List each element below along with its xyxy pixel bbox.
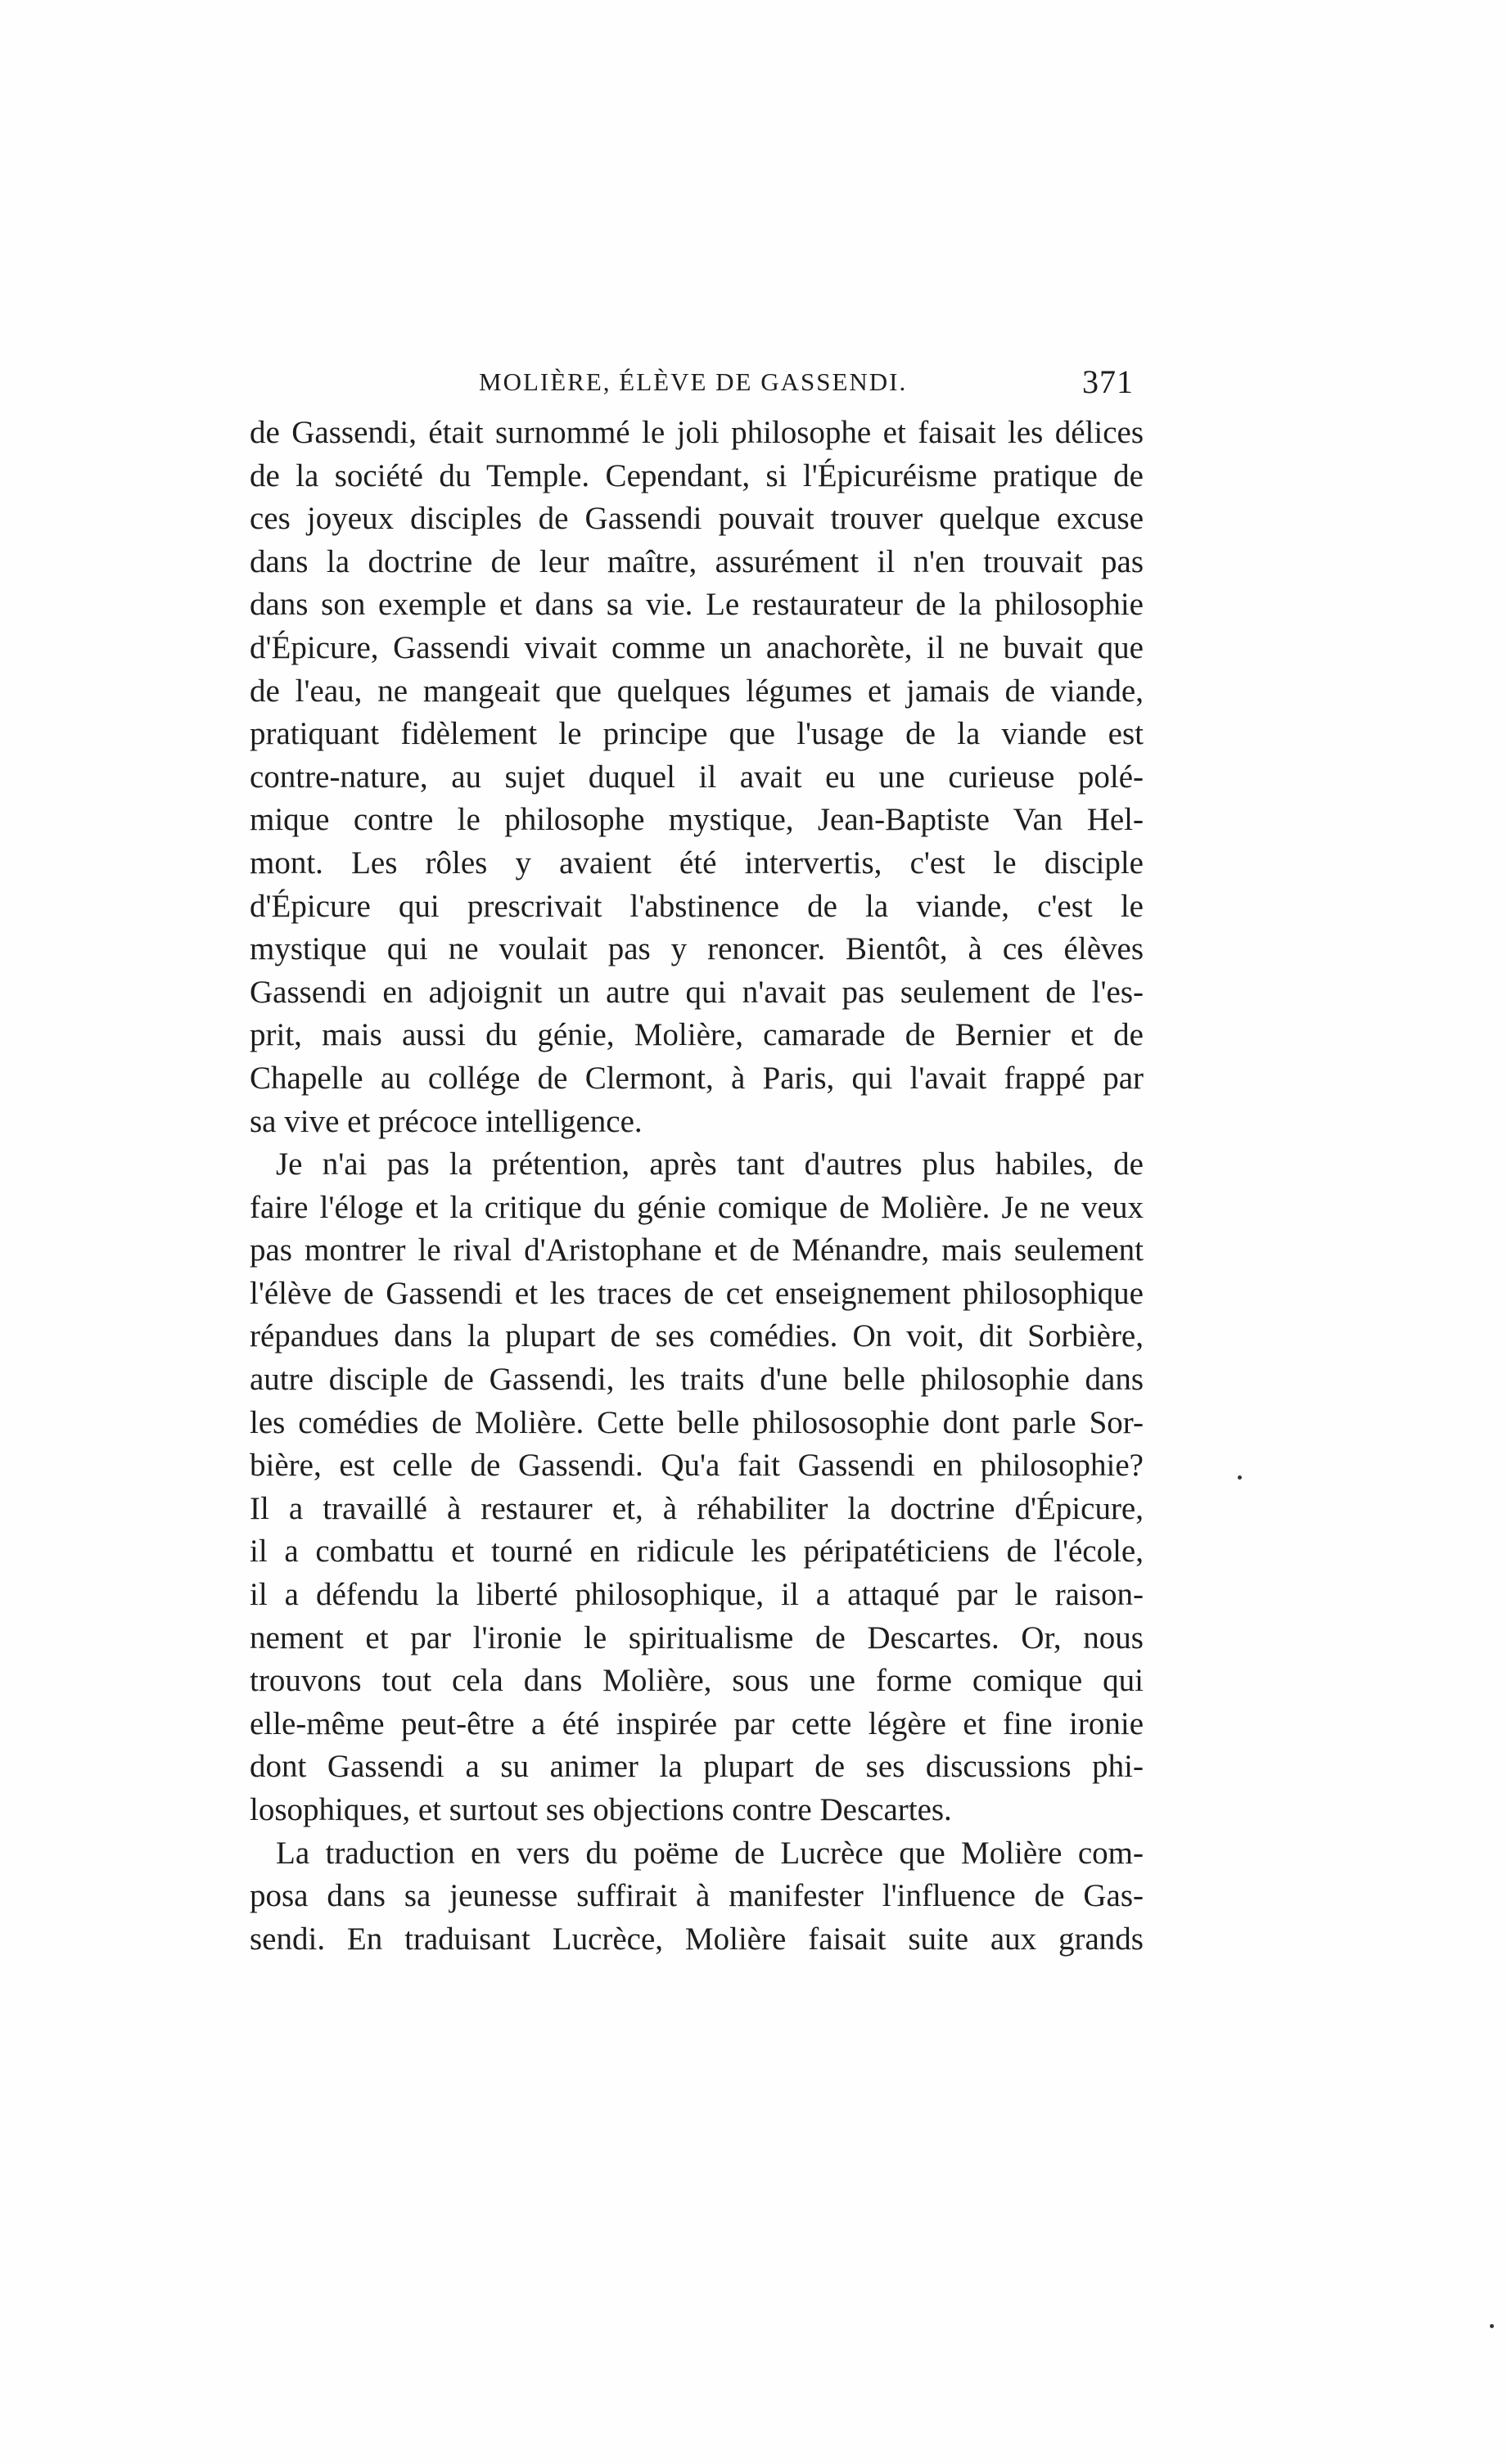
text-line: bière, est celle de Gassendi. Qu'a fait Gassendi en philosophie? <box>250 1448 1144 1484</box>
body-text <box>250 412 1144 1961</box>
text-line: posa dans sa jeunesse suffirait à manifester l'influence de Gas- <box>250 1878 1144 1914</box>
text-line: trouvons tout cela dans Molière, sous une forme comique qui <box>250 1663 1144 1699</box>
text-line: La traduction en vers du poëme de Lucrèce que Molière com- <box>276 1835 1144 1871</box>
paragraph-1 <box>250 412 1144 1143</box>
text-line: de l'eau, ne mangeait que quelques légumes et jamais de viande, <box>250 673 1144 709</box>
text-line: elle-même peut-être a été inspirée par cette légère et fine ironie <box>250 1705 1144 1741</box>
paragraph-3 <box>250 1832 1144 1962</box>
text-line: de Gassendi, était surnommé le joli philosophe et faisait les délices <box>250 415 1144 450</box>
text-line: contre-nature, au sujet duquel il avait eu une curieuse polé- <box>250 759 1144 795</box>
text-line: faire l'éloge et la critique du génie comique de Molière. Je ne veux <box>250 1189 1144 1225</box>
text-line: nement et par l'ironie le spiritualisme de Descartes. Or, nous <box>250 1619 1144 1655</box>
running-title: MOLIÈRE, ÉLÈVE DE GASSENDI. <box>479 367 908 396</box>
text-line: de la société du Temple. Cependant, si l'Épicuréisme pratique de <box>250 457 1144 493</box>
text-line: prit, mais aussi du génie, Molière, camarade de Bernier et de <box>250 1017 1144 1053</box>
text-line: pas montrer le rival d'Aristophane et de Ménandre, mais seulement <box>250 1232 1144 1268</box>
text-line: mique contre le philosophe mystique, Jean-Baptiste Van Hel- <box>250 802 1144 838</box>
text-line: il a défendu la liberté philosophique, il a attaqué par le raison- <box>250 1577 1144 1613</box>
text-line: dont Gassendi a su animer la plupart de ses discussions phi- <box>250 1749 1144 1785</box>
scan-speck <box>1238 1475 1242 1480</box>
text-line: d'Épicure, Gassendi vivait comme un anachorète, il ne buvait que <box>250 629 1144 665</box>
text-line: mont. Les rôles y avaient été intervertis, c'est le disciple <box>250 845 1144 881</box>
running-head <box>479 360 1134 404</box>
text-line: dans son exemple et dans sa vie. Le restaurateur de la philosophie <box>250 587 1144 623</box>
text-line: Il a travaillé à restaurer et, à réhabiliter la doctrine d'Épicure, <box>250 1490 1144 1526</box>
text-line: ces joyeux disciples de Gassendi pouvait trouver quelque excuse <box>250 501 1144 537</box>
text-line: sa vive et précoce intelligence. <box>250 1103 643 1139</box>
text-line: Je n'ai pas la prétention, après tant d'autres plus habiles, de <box>276 1146 1144 1182</box>
text-line: répandues dans la plupart de ses comédies. On voit, dit Sorbière, <box>250 1318 1144 1354</box>
text-line: mystique qui ne voulait pas y renoncer. Bientôt, à ces élèves <box>250 931 1144 967</box>
text-line: dans la doctrine de leur maître, assurément il n'en trouvait pas <box>250 543 1144 579</box>
text-line: les comédies de Molière. Cette belle philososophie dont parle Sor- <box>250 1404 1144 1440</box>
text-line: Chapelle au collége de Clermont, à Paris, qui l'avait frappé par <box>250 1060 1144 1096</box>
text-line: sendi. En traduisant Lucrèce, Molière faisait suite aux grands <box>250 1921 1144 1957</box>
text-line: d'Épicure qui prescrivait l'abstinence de la viande, c'est le <box>250 888 1144 924</box>
paragraph-2 <box>250 1143 1144 1832</box>
scan-speck <box>1490 2324 1494 2328</box>
text-line: l'élève de Gassendi et les traces de cet enseignement philosophique <box>250 1275 1144 1311</box>
text-line: pratiquant fidèlement le principe que l'usage de la viande est <box>250 716 1144 752</box>
page-number: 371 <box>1082 363 1134 400</box>
text-line: losophiques, et surtout ses objections contre Descartes. <box>250 1792 952 1827</box>
text-line: Gassendi en adjoignit un autre qui n'avait pas seulement de l'es- <box>250 974 1144 1010</box>
text-line: il a combattu et tourné en ridicule les péripatéticiens de l'école, <box>250 1534 1144 1570</box>
text-line: autre disciple de Gassendi, les traits d'une belle philosophie dans <box>250 1362 1144 1398</box>
